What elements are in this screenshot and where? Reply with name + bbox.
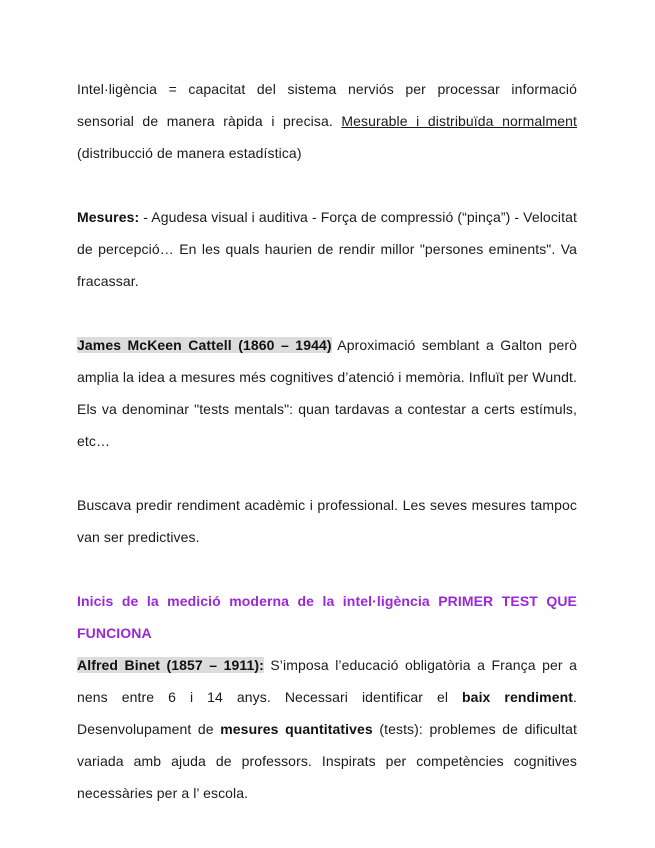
paragraph-gap (77, 457, 577, 489)
cattell-text: Aproximació semblant a Galton però amplia la idea a mesures més cognitives d’atenció i memòria. Influït per Wundt. Els va denominar "tests mentals": quan tardavas a contestar a certs estímuls, etc… (77, 337, 577, 449)
binet-highlight: Alfred Binet (1857 – 1911): (77, 657, 264, 673)
paragraph-cattell (77, 329, 577, 457)
measures-label: Mesures: (77, 209, 140, 225)
binet-text-3: (tests): problemes de dificultat variada amb ajuda de professors. Inspirats per competències cognitives necessàries per a l’ escola. (77, 721, 577, 801)
paragraph-binet (77, 649, 577, 809)
definition-text: Intel·ligència = capacitat del sistema nerviós per processar informació sensorial de manera ràpida i precisa. (77, 81, 577, 129)
binet-bold-quantitative: mesures quantitatives (220, 721, 373, 737)
binet-bold-low-performance: baix rendiment (462, 689, 573, 705)
underlined-text: Mesurable i distribuïda normalment (341, 113, 577, 129)
paragraph-gap (77, 553, 577, 585)
paragraph-measures (77, 201, 577, 297)
prediction-text: Buscava predir rendiment acadèmic i professional. Les seves mesures tampoc van ser predictives. (77, 497, 577, 545)
definition-text-end: (distribucció de manera estadística) (77, 145, 302, 161)
paragraph-prediction (77, 489, 577, 553)
cattell-highlight: James McKeen Cattell (1860 – 1944) (77, 337, 332, 353)
paragraph-gap (77, 297, 577, 329)
binet-text: S’imposa l’educació obligatòria a França per a nens entre 6 i 14 anys. Necessari identificar el (77, 657, 577, 705)
document-page (77, 73, 577, 809)
binet-text-2: . Desenvolupament de (77, 689, 577, 737)
paragraph-gap (77, 169, 577, 201)
measures-text: - Agudesa visual i auditiva - Força de compressió (“pinça”) - Velocitat de percepció… En les quals haurien de rendir millor "persones eminents". Va fracassar. (77, 209, 577, 289)
section-heading: Inicis de la medició moderna de la intel·ligència PRIMER TEST QUE FUNCIONA (77, 593, 577, 641)
paragraph-intelligence-definition (77, 73, 577, 169)
